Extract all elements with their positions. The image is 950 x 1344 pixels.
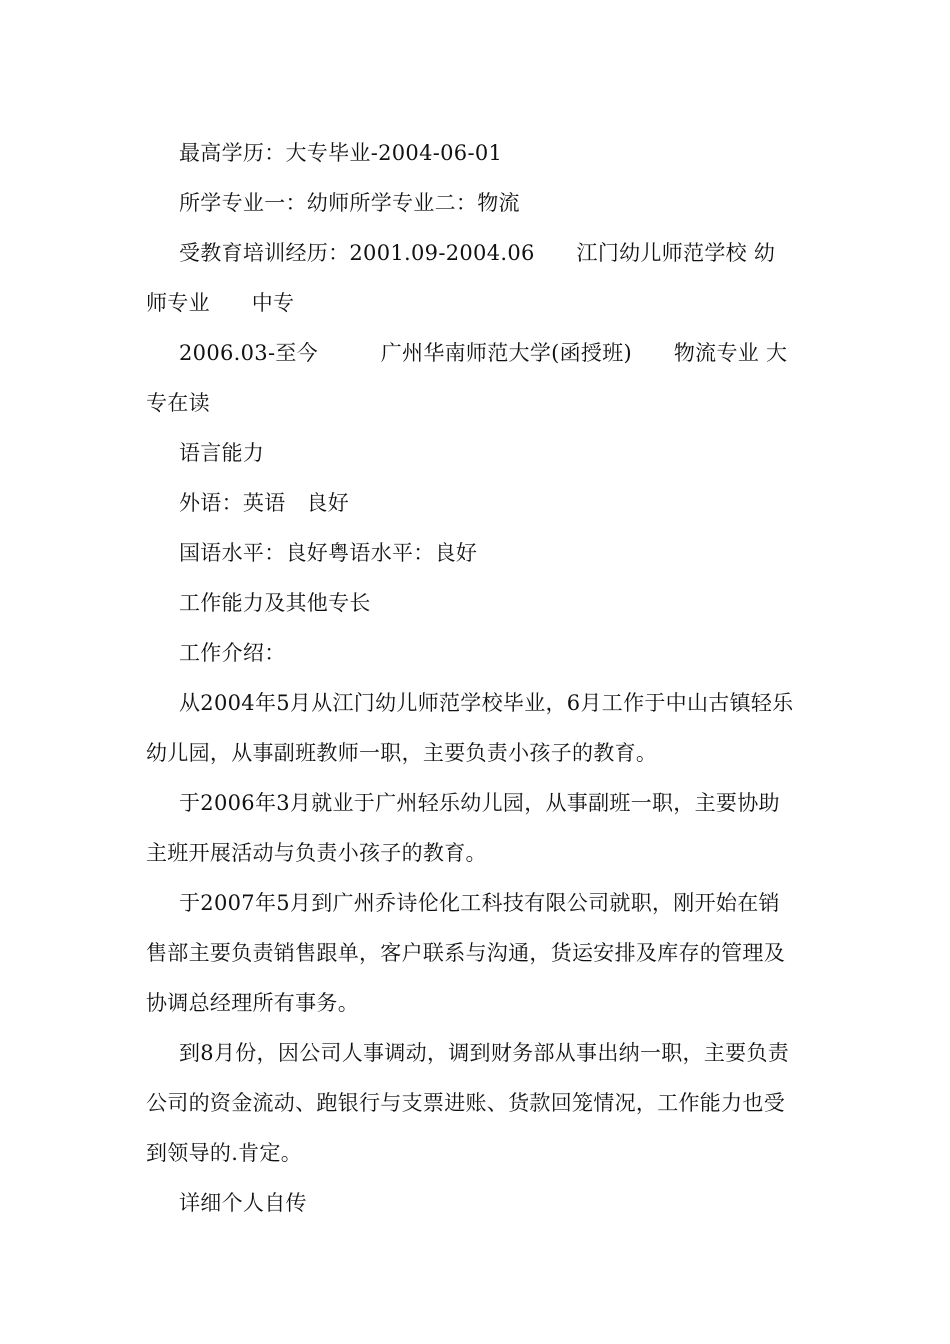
- document-body: [146, 128, 794, 1228]
- skills-heading: 工作能力及其他专长: [179, 591, 371, 615]
- work-paragraph-2: 于2006年3月就业于广州轻乐幼儿园，从事副班一职，主要协助主班开展活动与负责小孩子的教育。: [146, 791, 780, 865]
- autobiography-heading: 详细个人自传: [179, 1191, 307, 1215]
- work-intro-heading: 工作介绍：: [179, 641, 286, 665]
- education-level: 最高学历：大专毕业-2004-06-01: [179, 141, 503, 165]
- work-paragraph-1: 从2004年5月从江门幼儿师范学校毕业，6月工作于中山古镇轻乐幼儿园，从事副班教师一职，主要负责小孩子的教育。: [146, 691, 794, 765]
- majors: 所学专业一：幼师所学专业二：物流: [179, 191, 520, 215]
- work-paragraph-4: 到8月份，因公司人事调动，调到财务部从事出纳一职，主要负责公司的资金流动、跑银行与支票进账、货款回笼情况，工作能力也受到领导的.肯定。: [146, 1041, 790, 1165]
- language-heading: 语言能力: [179, 441, 265, 465]
- foreign-language: 外语：英语 良好: [179, 491, 350, 515]
- dialect-levels: 国语水平：良好粤语水平：良好: [179, 541, 478, 565]
- training-history-2: 2006.03-至今 广州华南师范大学(函授班) 物流专业 大专在读: [146, 341, 788, 415]
- work-paragraph-3: 于2007年5月到广州乔诗伦化工科技有限公司就职，刚开始在销售部主要负责销售跟单，客户联系与沟通，货运安排及库存的管理及协调总经理所有事务。: [146, 891, 785, 1015]
- training-history-1: 受教育培训经历：2001.09-2004.06 江门幼儿师范学校 幼师专业 中专: [146, 241, 776, 315]
